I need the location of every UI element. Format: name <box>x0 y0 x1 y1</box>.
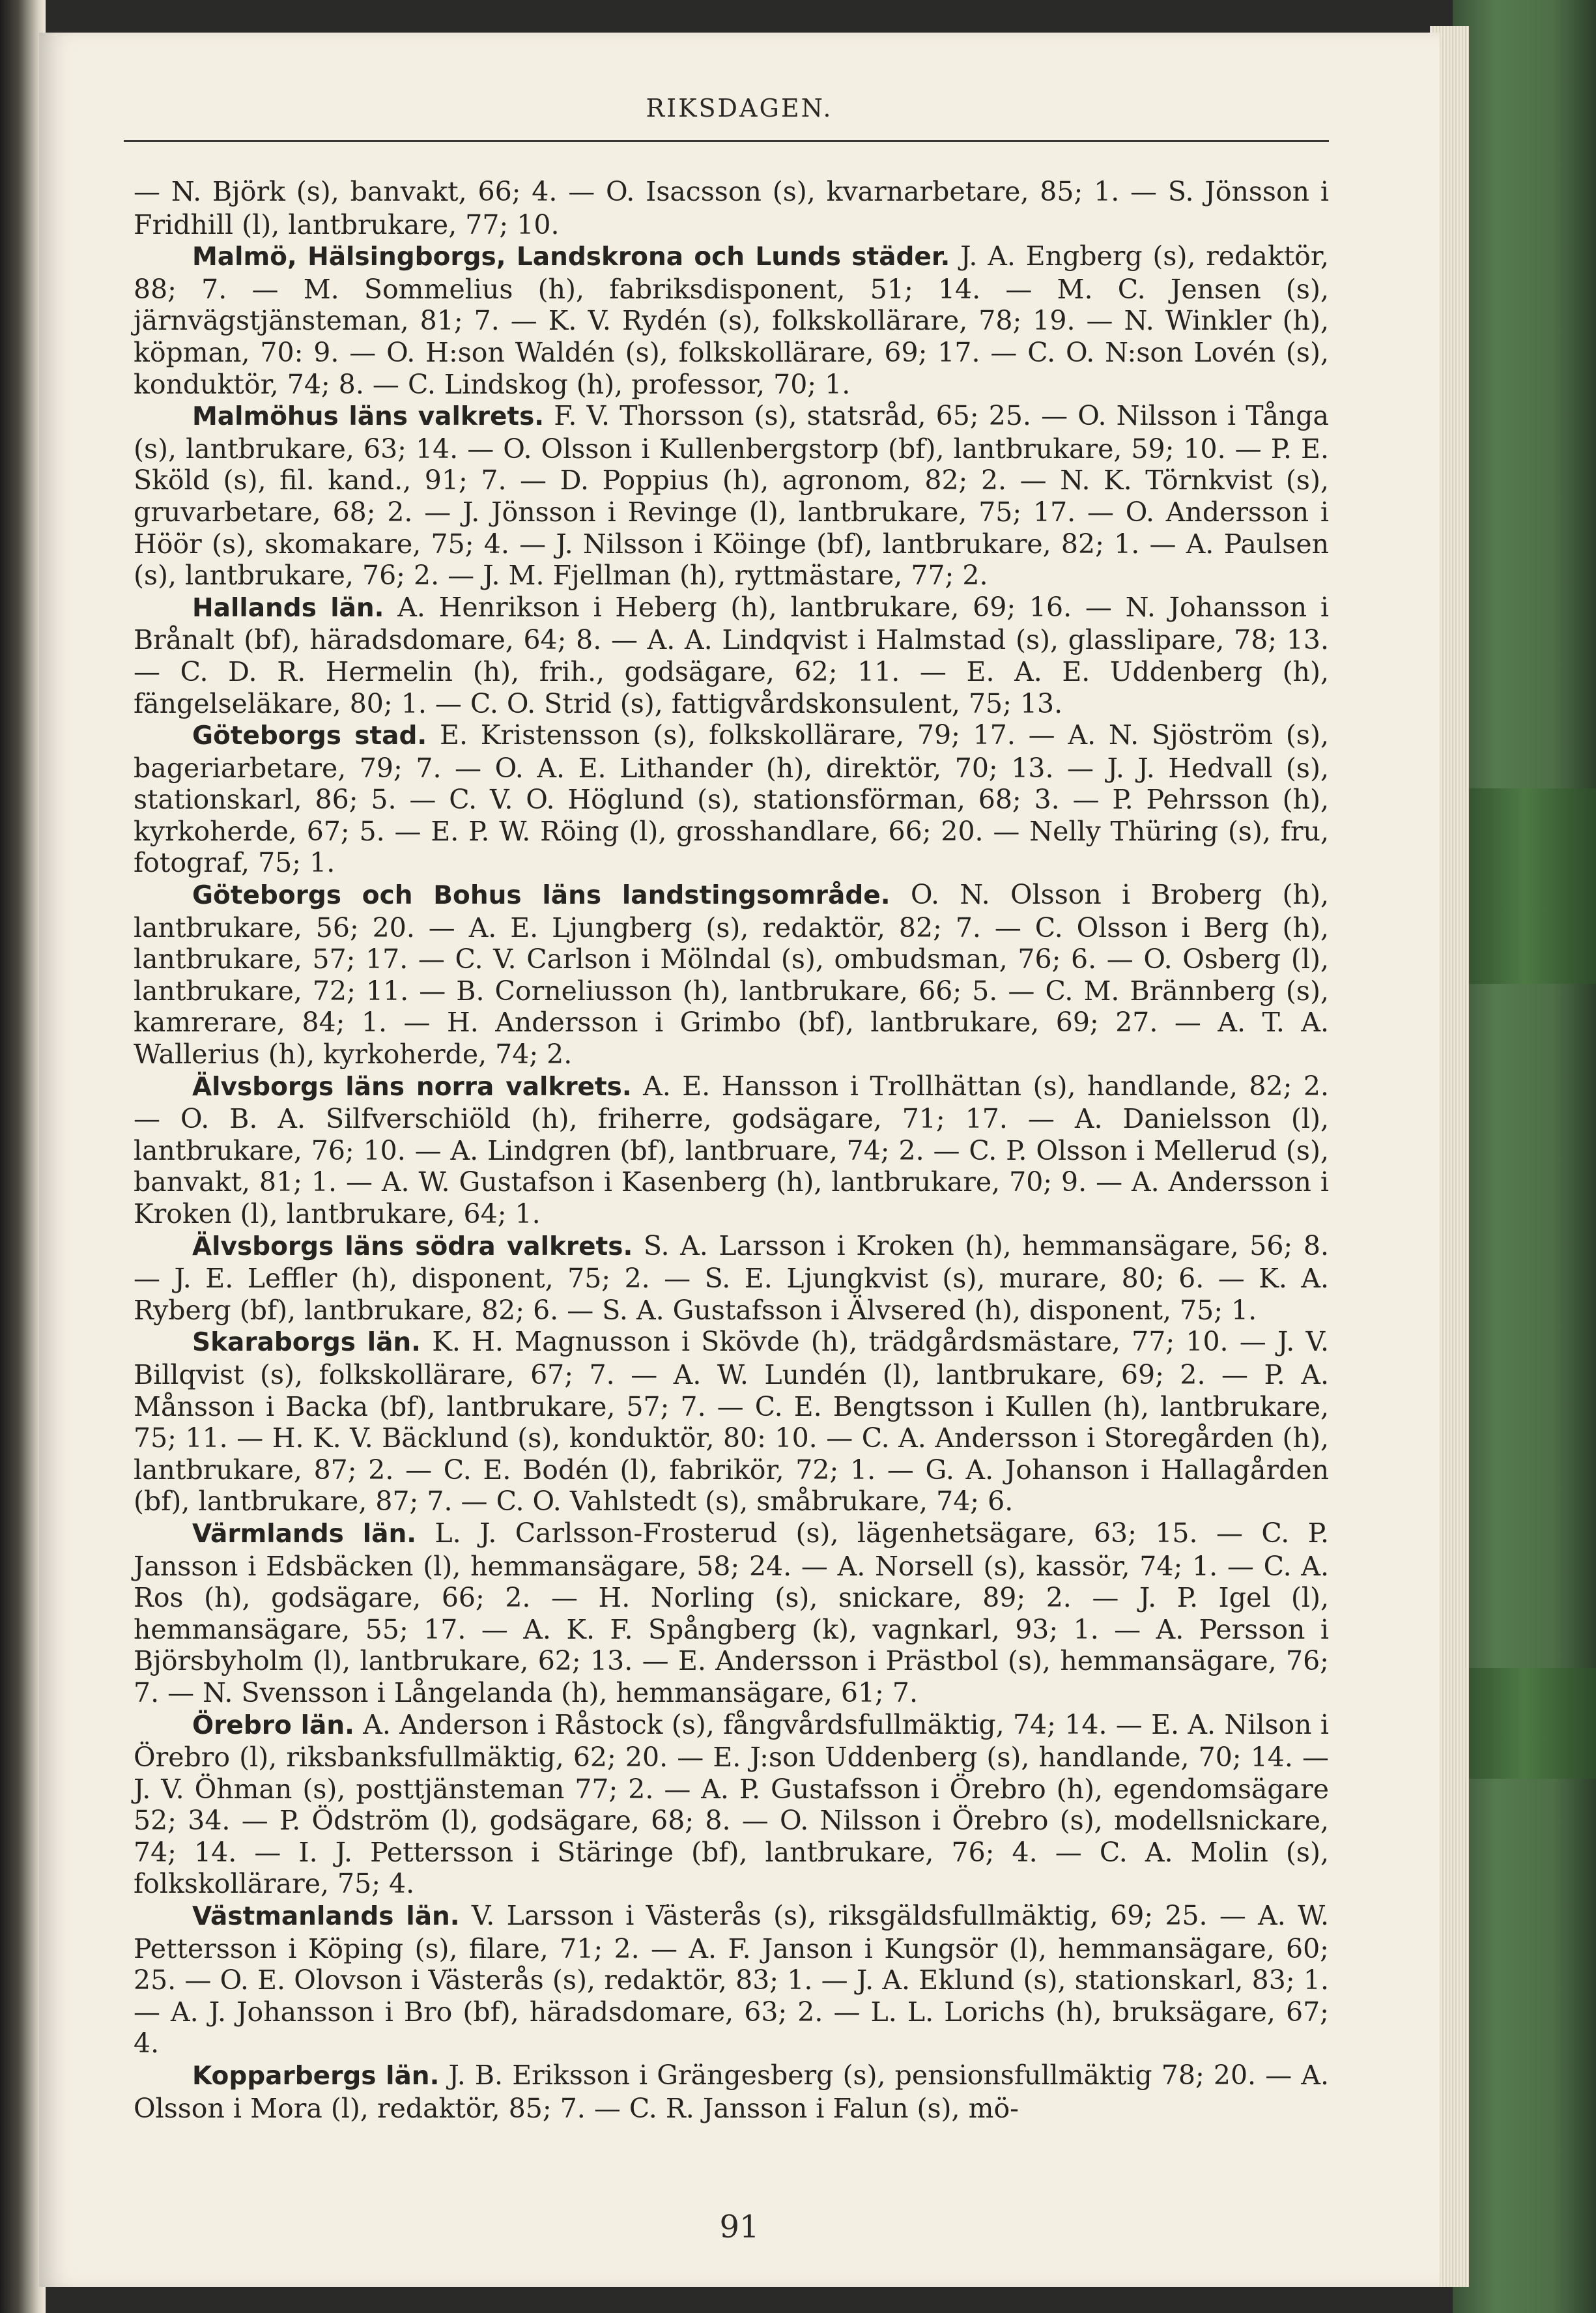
section-entry <box>134 240 1329 400</box>
book-band <box>1453 788 1596 984</box>
region-heading: Kopparbergs län. <box>192 2062 440 2091</box>
member-list: A. Henrikson i Heberg (h), lantbrukare, 69; 16. — N. Johansson i Brånalt (bf), häradsdomare, 64; 8. — A. A. Lindqvist i Halmstad (s), glasslipare, 78; 13. — C. D. R. Hermelin (h), frih., godsägare, 62; 11. — E. A. E. Uddenberg (h), fängelseläkare, 80; 1. — C. O. Strid (s), fattigvårdskonsulent, 75; 13. <box>134 591 1329 719</box>
book-band <box>1453 1668 1596 1779</box>
region-heading: Göteborgs och Bohus läns landstingsområde. <box>192 881 891 911</box>
section-entry <box>134 879 1329 1070</box>
body-text <box>134 176 1329 2124</box>
section-entry <box>134 1517 1329 1709</box>
member-list: F. V. Thorsson (s), statsråd, 65; 25. — O. Nilsson i Tånga (s), lantbrukare, 63; 14. — O. Olsson i Kullenbergstorp (bf), lantbrukare, 59; 10. — P. E. Sköld (s), fil. kand., 91; 7. — D. Poppius (h), agronom, 82; 2. — N. K. Törnkvist (s), gruvarbetare, 68; 2. — J. Jönsson i Revinge (l), lantbrukare, 75; 17. — O. Andersson i Höör (s), skomakare, 75; 4. — J. Nilsson i Köinge (bf), lantbrukare, 82; 1. — A. Paulsen (s), lantbrukare, 76; 2. — J. M. Fjellman (h), ryttmästare, 77; 2. <box>134 400 1329 592</box>
region-heading: Göteborgs stad. <box>192 721 427 751</box>
header-rule <box>124 140 1329 142</box>
region-heading: Älvsborgs läns norra valkrets. <box>192 1072 632 1102</box>
section-entry <box>134 719 1329 879</box>
region-heading: Örebro län. <box>192 1710 354 1740</box>
member-list: E. Kristensson (s), folkskollärare, 79; 17. — A. N. Sjöström (s), bageriarbetare, 79; 7. — O. A. E. Lithander (h), direktör, 70; 13. — J. J. Hedvall (s), stationskarl, 86; 5. — C. V. O. Höglund (s), stationsförman, 68; 3. — P. Pehrsson (h), kyrkoherde, 67; 5. — E. P. W. Röing (l), grosshandlare, 66; 20. — Nelly Thüring (s), fru, fotograf, 75; 1. <box>134 719 1329 879</box>
member-list: J. A. Engberg (s), redaktör, 88; 7. — M. Sommelius (h), fabriksdisponent, 51; 14. — M. C. Jensen (s), järnvägstjänsteman, 81; 7. — K. V. Rydén (s), folkskollärare, 78; 19. — N. Winkler (h), köpman, 70: 9. — O. H:son Waldén (s), folkskollärare, 69; 17. — C. O. N:son Lovén (s), konduktör, 74; 8. — C. Lindskog (h), professor, 70; 1. <box>134 240 1329 400</box>
member-list: A. E. Hansson i Trollhättan (s), handlande, 82; 2. — O. B. A. Silfverschiöld (h), friherre, godsägare, 71; 17. — A. Danielsson (l), lantbrukare, 76; 10. — A. Lindgren (bf), lantbruare, 74; 2. — C. P. Olsson i Mellerud (s), banvakt, 81; 1. — A. W. Gustafson i Kasenberg (h), lantbrukare, 70; 9. — A. Andersson i Kroken (l), lantbrukare, 64; 1. <box>134 1070 1329 1229</box>
member-list: L. J. Carlsson-Frosterud (s), lägenhetsägare, 63; 15. — C. P. Jansson i Edsbäcken (l), hemmansägare, 58; 24. — A. Norsell (s), kassör, 74; 1. — C. A. Ros (h), godsägare, 66; 2. — H. Norling (s), snickare, 89; 2. — J. P. Igel (l), hemmansägare, 55; 17. — A. K. F. Spångberg (k), vagnkarl, 93; 1. — A. Persson i Björsbyholm (l), lantbrukare, 62; 13. — E. Andersson i Prästbol (s), hemmansägare, 76; 7. — N. Svensson i Långelanda (h), hemmansägare, 61; 7. <box>134 1517 1329 1708</box>
region-heading: Värmlands län. <box>192 1519 417 1549</box>
section-entry <box>134 1230 1329 1327</box>
book-page <box>39 33 1440 2287</box>
region-heading: Västmanlands län. <box>192 1902 460 1932</box>
region-heading: Malmö, Hälsingborgs, Landskrona och Lunds städer. <box>192 242 950 272</box>
member-list: — N. Björk (s), banvakt, 66; 4. — O. Isacsson (s), kvarnarbetare, 85; 1. — S. Jönsson i Fridhill (l), lantbrukare, 77; 10. <box>134 176 1329 240</box>
section-entry <box>134 2060 1329 2124</box>
section-entry <box>134 400 1329 592</box>
region-heading: Malmöhus läns valkrets. <box>192 402 545 432</box>
section-entry <box>134 1070 1329 1230</box>
region-heading: Skaraborgs län. <box>192 1328 421 1358</box>
member-list: V. Larsson i Västerås (s), riksgäldsfullmäktig, 69; 25. — A. W. Pettersson i Köping (s), filare, 71; 2. — A. F. Janson i Kungsör (l), hemmansägare, 60; 25. — O. E. Olovson i Västerås (s), redaktör, 83; 1. — J. A. Eklund (s), stationskarl, 83; 1. — A. J. Johansson i Bro (bf), häradsdomare, 63; 2. — L. L. Lorichs (h), bruksägare, 67; 4. <box>134 1900 1329 2060</box>
region-heading: Hallands län. <box>192 593 384 623</box>
member-list: A. Anderson i Råstock (s), fångvårdsfullmäktig, 74; 14. — E. A. Nilson i Örebro (l), riksbanksfullmäktig, 62; 20. — E. J:son Uddenberg (s), handlande, 70; 14. — J. V. Öhman (s), posttjänsteman 77; 2. — A. P. Gustafsson i Örebro (h), egendomsägare 52; 34. — P. Ödström (l), godsägare, 68; 8. — O. Nilsson i Örebro (s), modellsnickare, 74; 14. — I. J. Pettersson i Stäringe (bf), lantbrukare, 76; 4. — C. A. Molin (s), folkskollärare, 75; 4. <box>134 1708 1329 1900</box>
region-heading: Älvsborgs läns södra valkrets. <box>192 1231 633 1261</box>
member-list: O. N. Olsson i Broberg (h), lantbrukare, 56; 20. — A. E. Ljungberg (s), redaktör, 82; 7. — C. Olsson i Berg (h), lantbrukare, 57; 17. — C. V. Carlson i Mölndal (s), ombudsman, 76; 6. — O. Osberg (l), lantbrukare, 72; 11. — B. Corneliusson (h), lantbrukare, 66; 5. — C. M. Brännberg (s), kamrerare, 84; 1. — H. Andersson i Grimbo (bf), lantbrukare, 69; 27. — A. T. A. Wallerius (h), kyrkoherde, 74; 2. <box>134 879 1329 1070</box>
section-entry <box>134 1709 1329 1901</box>
page-number: 91 <box>719 2209 760 2245</box>
section-entry <box>134 1900 1329 2060</box>
member-list: J. B. Eriksson i Grängesberg (s), pensionsfullmäktig 78; 20. — A. Olsson i Mora (l), redaktör, 85; 7. — C. R. Jansson i Falun (s), mö- <box>134 2060 1329 2124</box>
section-entry <box>134 176 1329 240</box>
section-entry <box>134 592 1329 719</box>
adjacent-books <box>1453 0 1596 2313</box>
section-entry <box>134 1326 1329 1517</box>
running-head: RIKSDAGEN. <box>646 94 833 122</box>
member-list: K. H. Magnusson i Skövde (h), trädgårdsmästare, 77; 10. — J. V. Billqvist (s), folkskollärare, 67; 7. — A. W. Lundén (l), lantbrukare, 69; 2. — P. A. Månsson i Backa (bf), lantbrukare, 57; 7. — C. E. Bengtsson i Kullen (h), lantbrukare, 75; 11. — H. K. V. Bäcklund (s), konduktör, 80: 10. — C. A. Andersson i Storegården (h), lantbrukare, 87; 2. — C. E. Bodén (l), fabrikör, 72; 1. — G. A. Johanson i Hallagården (bf), lantbrukare, 87; 7. — C. O. Vahlstedt (s), småbrukare, 74; 6. <box>134 1326 1329 1517</box>
member-list: S. A. Larsson i Kroken (h), hemmansägare, 56; 8. — J. E. Leffler (h), disponent, 75; 2. — S. E. Ljungkvist (s), murare, 80; 6. — K. A. Ryberg (bf), lantbrukare, 82; 6. — S. A. Gustafsson i Älvsered (h), disponent, 75; 1. <box>134 1229 1329 1326</box>
